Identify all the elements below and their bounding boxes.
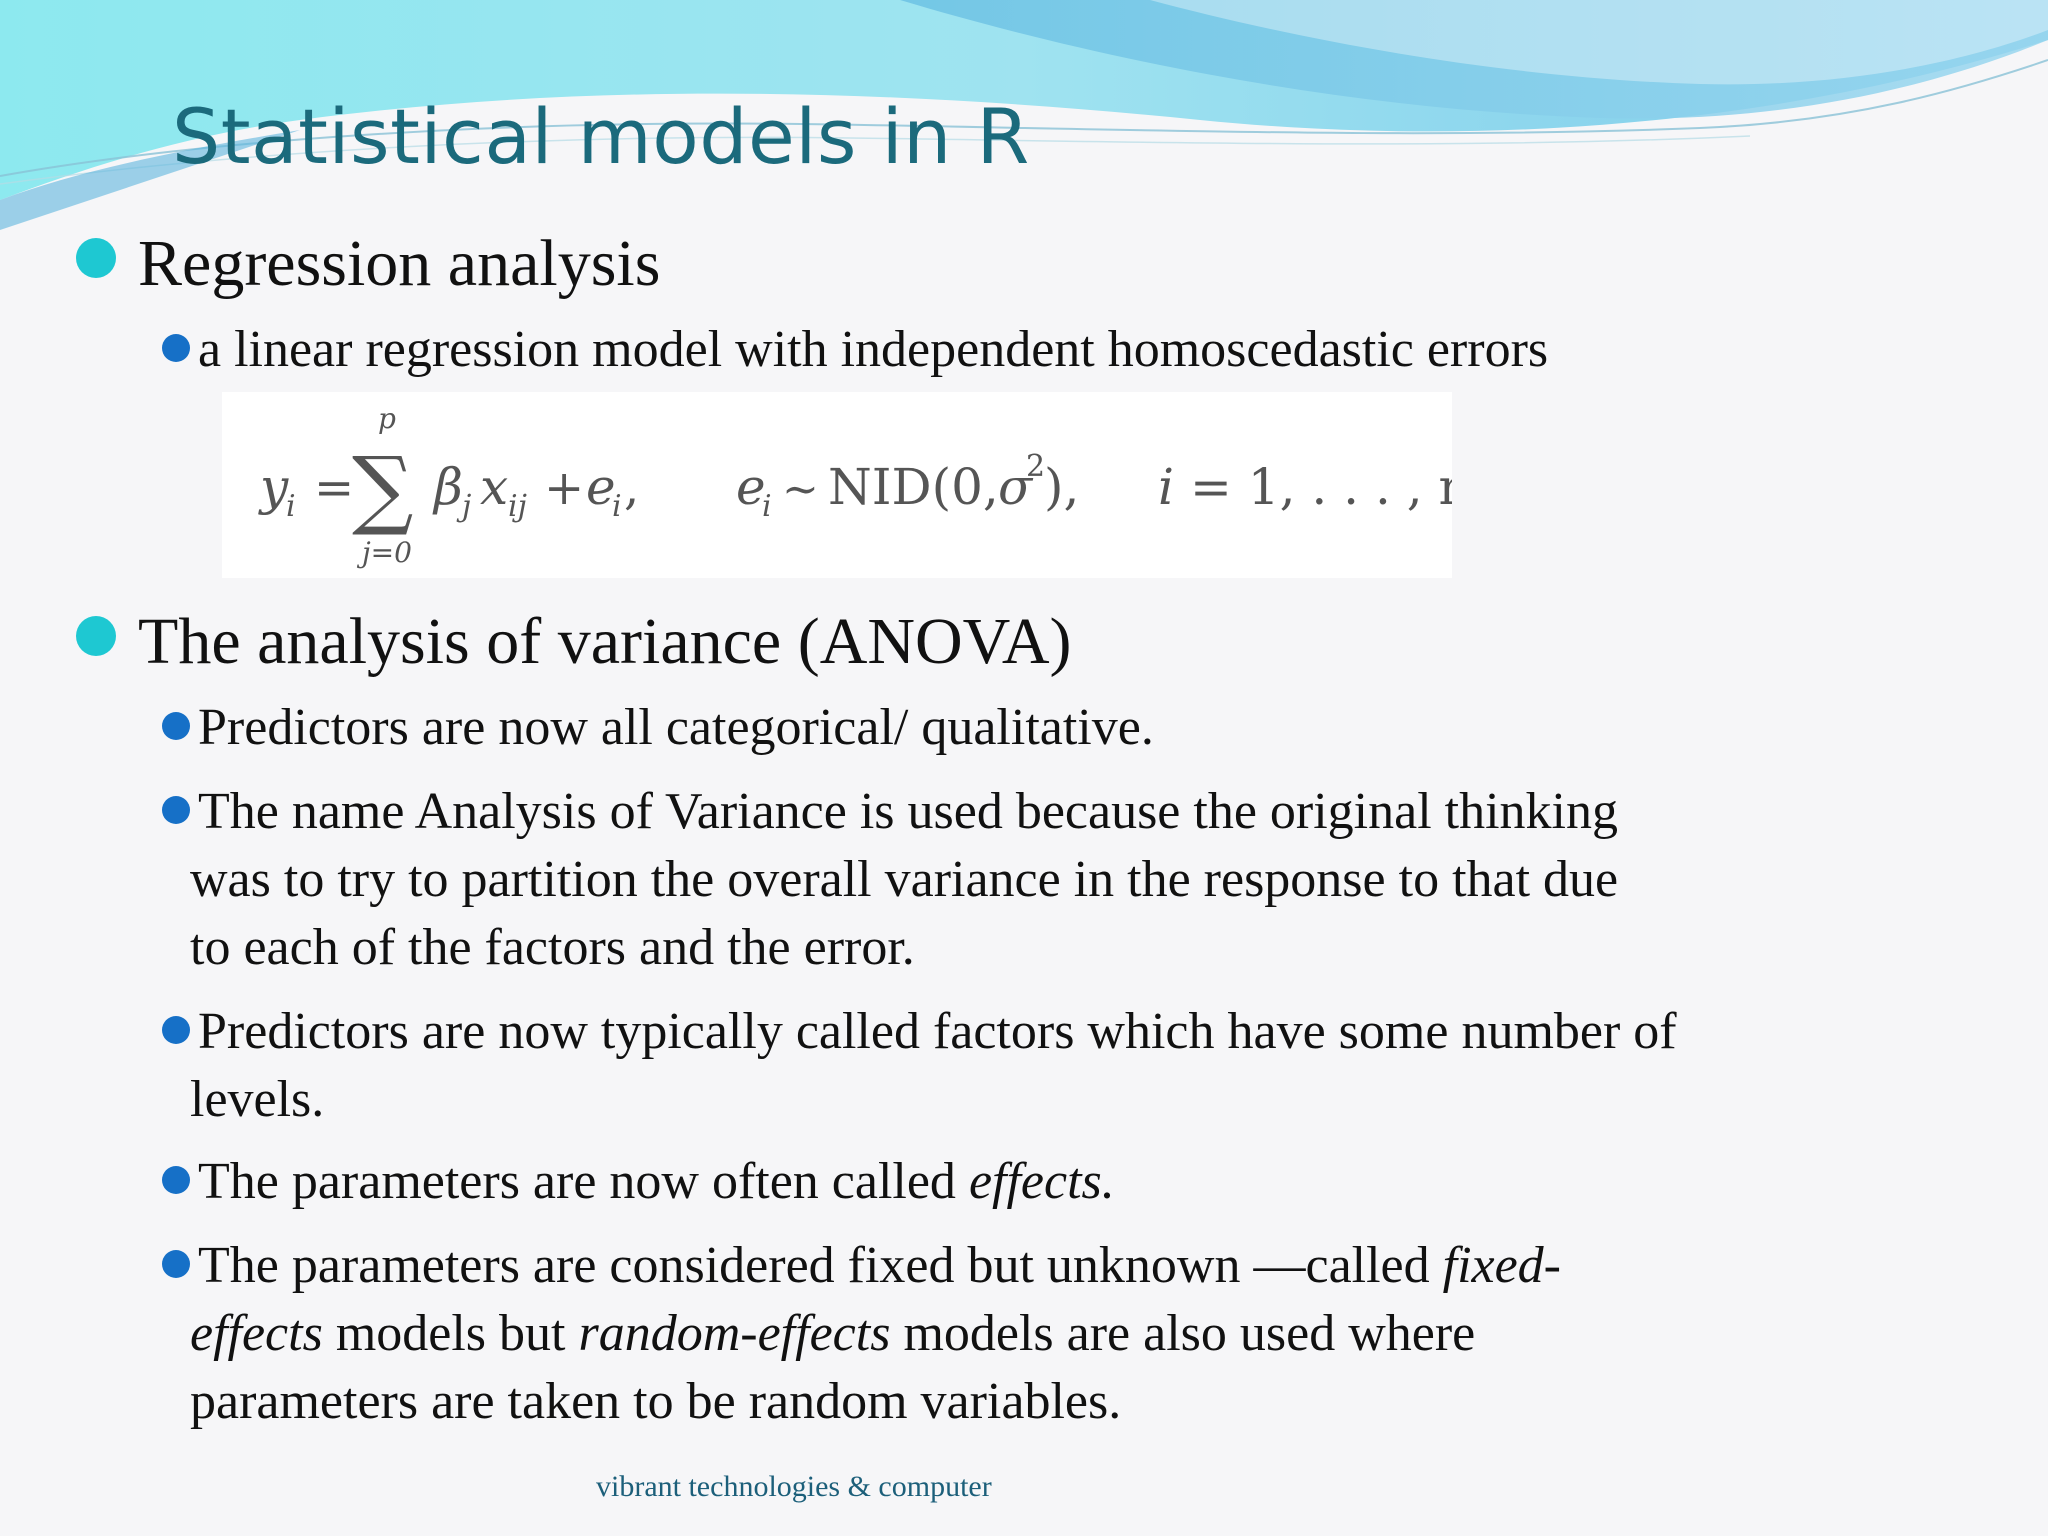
formula-index: i <box>1158 458 1174 516</box>
sub-bullet-text: models are also used where <box>890 1305 1476 1362</box>
sub-bullet-dot-icon <box>162 334 190 362</box>
formula-e-sub: i <box>612 489 622 524</box>
sub-bullet-name-anova <box>162 778 1952 982</box>
sub-bullet-text: Predictors are now all categorical/ qualitative. <box>198 699 1154 756</box>
sub-bullet-linear-regression <box>162 316 1952 384</box>
formula-dist-e-sub: i <box>762 489 772 524</box>
formula-sum-bottom: j=0 <box>362 536 412 569</box>
bullet-dot-icon <box>76 616 116 656</box>
sub-bullet-effects <box>162 1148 1952 1216</box>
formula-e: e <box>586 458 616 516</box>
sub-bullet-line: was to try to partition the overall variance in the response to that due <box>190 851 1619 908</box>
sub-bullet-dot-icon <box>162 796 190 824</box>
emphasis-effects: effects <box>190 1305 323 1362</box>
footer-text: vibrant technologies & computer <box>596 1470 992 1503</box>
formula-sigma: σ <box>998 458 1033 516</box>
formula-sum-top: p <box>378 402 396 435</box>
formula-eq: = <box>314 460 355 516</box>
sub-bullet-factors <box>162 998 1952 1134</box>
formula-dist-e: e <box>736 458 766 516</box>
bullet-heading: The analysis of variance (ANOVA) <box>138 605 1072 678</box>
sub-bullet-text: a linear regression model with independent homoscedastic errors <box>198 321 1549 378</box>
sub-bullet-fixed-random <box>162 1232 1952 1436</box>
bullet-heading: Regression analysis <box>138 227 661 300</box>
sub-bullet-dot-icon <box>162 1016 190 1044</box>
sub-bullet-dot-icon <box>162 1166 190 1194</box>
formula-beta: β <box>434 458 463 516</box>
sub-bullet-text: The parameters are considered fixed but unknown —called <box>198 1237 1443 1294</box>
emphasis-random-effects: random-effects <box>578 1305 891 1362</box>
sub-bullet-dot-icon <box>162 712 190 740</box>
formula-tilde: ~ <box>782 464 819 515</box>
slide-title: Statistical models in R <box>172 92 1030 181</box>
formula-dist-close: ), <box>1044 458 1080 516</box>
formula-y-sub: i <box>286 489 296 524</box>
sub-bullet-line: to each of the factors and the error. <box>190 919 915 976</box>
formula-sum-sign: ∑ <box>352 439 414 539</box>
sub-bullet-line: Predictors are now typically called factors which have some number of <box>198 1003 1677 1060</box>
formula-x: x <box>480 458 509 516</box>
emphasis-fixed: fixed- <box>1442 1237 1561 1294</box>
regression-formula <box>222 392 1452 578</box>
formula-x-sub: ij <box>508 489 527 524</box>
bullet-dot-icon <box>76 238 116 278</box>
sub-bullet-categorical <box>162 694 1952 762</box>
formula-beta-sub: j <box>462 489 472 524</box>
formula-plus: + <box>544 460 585 516</box>
sub-bullet-line: levels. <box>190 1071 325 1128</box>
formula-y: y <box>260 458 289 516</box>
formula-comma: , <box>624 460 640 516</box>
sub-bullet-text: models but <box>322 1305 579 1362</box>
formula-index-range: = 1, . . . , n <box>1190 458 1452 516</box>
formula-sigma-exp: 2 <box>1026 449 1046 484</box>
sub-bullet-dot-icon <box>162 1250 190 1278</box>
sub-bullet-line: The name Analysis of Variance is used because the original thinking <box>198 783 1618 840</box>
formula-nid: NID(0, <box>828 458 999 516</box>
sub-bullet-text: The parameters are now often called <box>198 1153 969 1210</box>
sub-bullet-line: parameters are taken to be random variables. <box>190 1373 1122 1430</box>
emphasis-effects: effects. <box>968 1153 1115 1210</box>
